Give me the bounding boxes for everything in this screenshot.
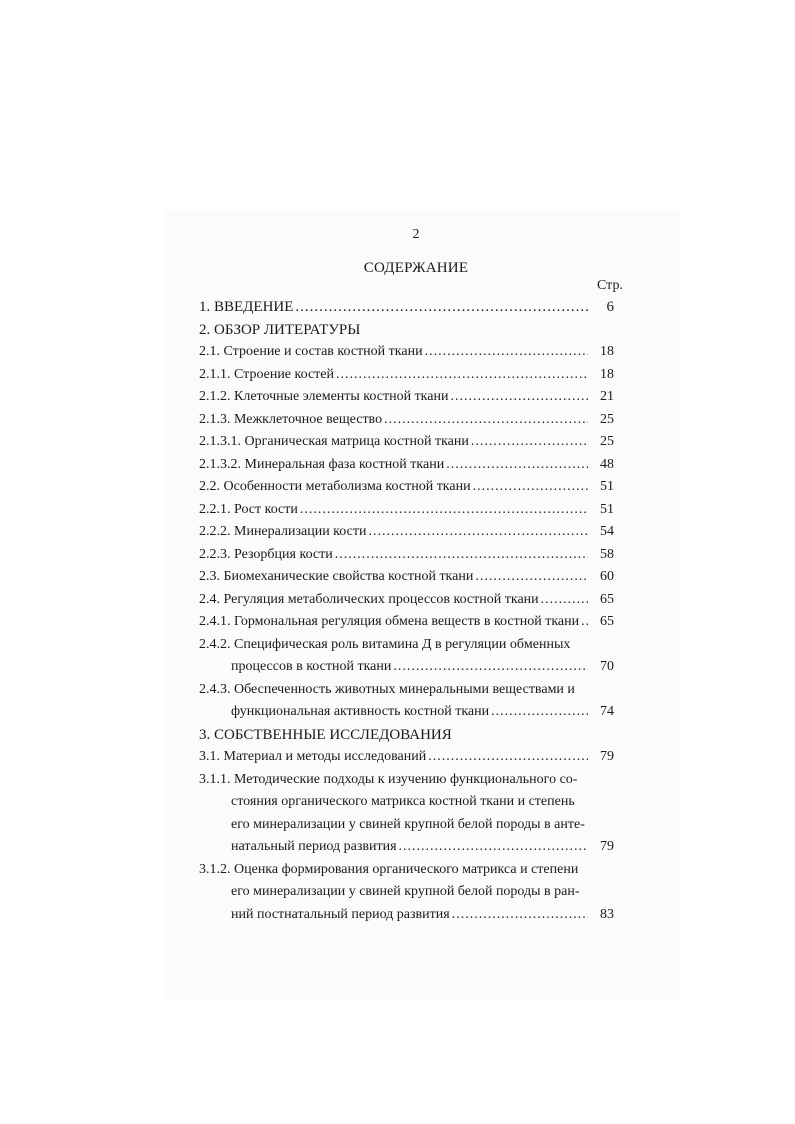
toc-entry-line bbox=[199, 296, 614, 319]
toc-entry-text: 2.3. Биомеханические свойства костной ткани bbox=[199, 569, 474, 584]
toc-entry-line bbox=[199, 904, 614, 927]
toc-page-number: 48 bbox=[600, 456, 614, 472]
toc-entry-line bbox=[199, 611, 614, 634]
toc-entry-text: 2.4.3. Обеспеченность животных минеральными веществами и bbox=[199, 681, 575, 697]
toc-leader-dots bbox=[473, 476, 588, 499]
toc-entry-line bbox=[199, 454, 614, 477]
toc-page-number: 79 bbox=[600, 749, 614, 764]
toc-page-number: 83 bbox=[600, 906, 614, 922]
toc-leader-dots bbox=[581, 611, 588, 634]
toc-entry-text: процессов в костной ткани bbox=[231, 659, 392, 674]
toc-entry-line bbox=[199, 319, 614, 342]
toc-entry-line bbox=[199, 836, 614, 859]
table-of-contents bbox=[199, 296, 614, 926]
toc-entry-line bbox=[199, 431, 614, 454]
toc-leader-dots bbox=[471, 431, 588, 454]
toc-entry-text: 2.1.3. Межклеточное вещество bbox=[199, 411, 383, 427]
toc-entry-line bbox=[199, 386, 614, 409]
toc-entry-line bbox=[199, 566, 614, 589]
toc-entry-text: 2.4.1. Гормональная регуляция обмена веществ в костной ткани bbox=[199, 614, 580, 629]
toc-leader-dots bbox=[541, 589, 588, 612]
toc-entry-text: ний постнатальный период развития bbox=[231, 906, 450, 922]
toc-entry-line bbox=[199, 769, 614, 792]
toc-page-number: 60 bbox=[600, 569, 614, 584]
toc-entry-text: 2.1.2. Клеточные элементы костной ткани bbox=[199, 389, 449, 404]
toc-entry-text: 2.2.1. Рост кости bbox=[199, 501, 298, 517]
toc-leader-dots bbox=[446, 454, 588, 477]
toc-page-number: 21 bbox=[600, 389, 614, 404]
toc-entry-text: функциональная активность костной ткани bbox=[231, 704, 490, 719]
toc-page-number: 65 bbox=[600, 614, 614, 629]
toc-entry-line bbox=[199, 544, 614, 567]
toc-entry-line bbox=[199, 589, 614, 612]
toc-leader-dots bbox=[428, 746, 588, 769]
toc-page-number: 25 bbox=[600, 411, 614, 427]
toc-entry-text: 2.4. Регуляция метаболических процессов костной ткани bbox=[199, 591, 539, 607]
toc-entry-text: 3.1.2. Оценка формирования органического матрикса и степени bbox=[199, 861, 579, 877]
toc-page-number: 58 bbox=[600, 546, 614, 562]
toc-leader-dots bbox=[452, 904, 588, 927]
toc-entry-line bbox=[199, 724, 614, 747]
toc-entry-line bbox=[199, 701, 614, 724]
toc-entry-line bbox=[199, 656, 614, 679]
toc-entry-text: 2.1.3.1. Органическая матрица костной ткани bbox=[199, 434, 469, 449]
toc-entry-text: стояния органического матрикса костной ткани и степень bbox=[231, 794, 575, 809]
toc-entry-text: 3. СОБСТВЕННЫЕ ИССЛЕДОВАНИЯ bbox=[199, 726, 452, 743]
toc-entry-text: 3.1.1. Методические подходы к изучению функционального со- bbox=[199, 771, 578, 787]
toc-leader-dots bbox=[475, 566, 588, 589]
toc-leader-dots bbox=[336, 364, 588, 387]
toc-entry-line bbox=[199, 341, 614, 364]
toc-entry-line bbox=[199, 476, 614, 499]
toc-entry-text: 2.2.2. Минерализации кости bbox=[199, 524, 367, 539]
toc-entry-line bbox=[199, 364, 614, 387]
toc-entry-text: 2.2.3. Резорбция кости bbox=[199, 546, 333, 562]
toc-page-number: 54 bbox=[600, 524, 614, 539]
toc-entry-line bbox=[199, 859, 614, 882]
toc-entry-text: его минерализации у свиней крупной белой породы в анте- bbox=[231, 816, 585, 832]
toc-leader-dots bbox=[450, 386, 588, 409]
toc-entry-line bbox=[199, 881, 614, 904]
toc-page-number: 70 bbox=[600, 659, 614, 674]
toc-entry-line bbox=[199, 746, 614, 769]
page-title: СОДЕРЖАНИЕ bbox=[363, 260, 469, 276]
toc-entry-text: 2.1.1. Строение костей bbox=[199, 366, 335, 382]
toc-leader-dots bbox=[295, 296, 588, 319]
toc-entry-text: 2.4.2. Специфическая роль витамина Д в регуляции обменных bbox=[199, 636, 571, 652]
page-column-header: Стр. bbox=[597, 278, 623, 293]
toc-entry-text: 2.2. Особенности метаболизма костной ткани bbox=[199, 479, 471, 494]
toc-page-number: 51 bbox=[600, 479, 614, 494]
toc-entry-text: его минерализации у свиней крупной белой породы в ран- bbox=[231, 884, 580, 899]
toc-entry-line bbox=[199, 679, 614, 702]
toc-leader-dots bbox=[335, 544, 588, 567]
page-number: 2 bbox=[412, 227, 420, 242]
toc-leader-dots bbox=[384, 409, 588, 432]
toc-page-number: 18 bbox=[600, 344, 614, 359]
toc-entry-line bbox=[199, 499, 614, 522]
toc-leader-dots bbox=[300, 499, 588, 522]
toc-leader-dots bbox=[368, 521, 588, 544]
toc-entry-text: 2.1. Строение и состав костной ткани bbox=[199, 344, 423, 359]
toc-leader-dots bbox=[399, 836, 588, 859]
toc-page-number: 25 bbox=[600, 434, 614, 449]
toc-entry-line bbox=[199, 634, 614, 657]
toc-leader-dots bbox=[393, 656, 588, 679]
toc-page-number: 6 bbox=[606, 299, 614, 315]
toc-page-number: 51 bbox=[600, 501, 614, 517]
toc-entry-text: 3.1. Материал и методы исследований bbox=[199, 749, 427, 764]
toc-entry-text: натальный период развития bbox=[231, 839, 397, 854]
toc-entry-line bbox=[199, 814, 614, 837]
toc-page-number: 65 bbox=[600, 591, 614, 607]
toc-leader-dots bbox=[425, 341, 588, 364]
toc-entry-line bbox=[199, 409, 614, 432]
toc-page-number: 18 bbox=[600, 366, 614, 382]
toc-entry-line bbox=[199, 791, 614, 814]
toc-entry-line bbox=[199, 521, 614, 544]
toc-entry-text: 2. ОБЗОР ЛИТЕРАТУРЫ bbox=[199, 321, 361, 338]
toc-entry-text: 1. ВВЕДЕНИЕ bbox=[199, 299, 294, 315]
toc-entry-text: 2.1.3.2. Минеральная фаза костной ткани bbox=[199, 456, 445, 472]
toc-page-number: 74 bbox=[600, 704, 614, 719]
toc-page-number: 79 bbox=[600, 839, 614, 854]
toc-leader-dots bbox=[491, 701, 588, 724]
